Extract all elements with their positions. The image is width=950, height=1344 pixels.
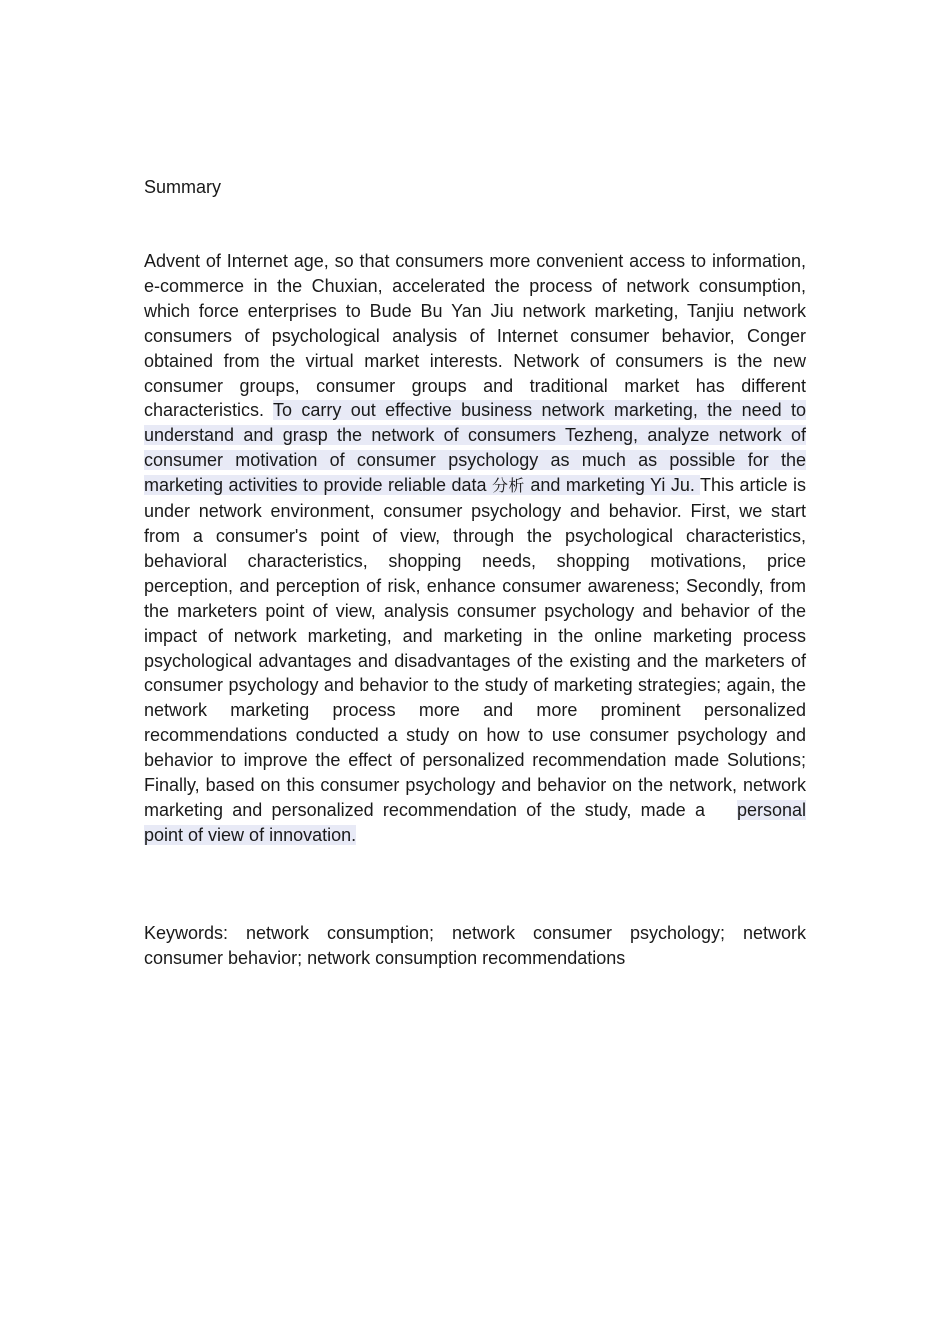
highlighted-sentence-end: and marketing Yi Ju.: [524, 475, 701, 496]
chinese-term: 分析: [491, 476, 525, 496]
keywords-paragraph: Keywords: network consumption; network consumer psychology; network consumer behavior; network consumption recommendations: [144, 923, 806, 968]
abstract-paragraph: [144, 249, 806, 848]
abstract-text-continued: This article is under network environment, consumer psychology and behavior. First, we start from a consumer's point of view, through the psychological characteristics, behavioral characteristics, shopping needs, shopping motivations, price perception, and perception of risk, enhance consumer awareness; Secondly, from the marketers point of view, analysis consumer psychology and behavior of the impact of network marketing, and marketing in the online marketing process psychological advantages and disadvantages of the existing and the marketers of consumer psychology and behavior to the study of marketing strategies; again, the network marketing process more and more prominent personalized recommendations conducted a study on how to use consumer psychology and behavior to improve the effect of personalized recommendation made Solutions; Finally, based on this consumer psychology and behavior on the network, network marketing and personalized recommendation of the study, made a: [144, 475, 806, 820]
section-heading: Summary: [144, 177, 222, 197]
highlighted-closing-text: personal point of view of innovation.: [144, 799, 806, 845]
highlighted-sentence: To carry out effective business network marketing, the need to understand and grasp the network of consumers Tezheng, analyze network of consumer motivation of consumer psychology as much as possible for the marketing activities to provide reliable data: [144, 400, 806, 496]
abstract-text: Advent of Internet age, so that consumers more convenient access to information, e-commerce in the Chuxian, accelerated the process of network consumption, which force enterprises to Bude Bu Yan Jiu network marketing, Tanjiu network consumers of psychological analysis of Internet consumer behavior, Conger obtained from the virtual market interests. Network of consumers is the new consumer groups, consumer groups and traditional market has different characteristics.: [144, 251, 806, 421]
